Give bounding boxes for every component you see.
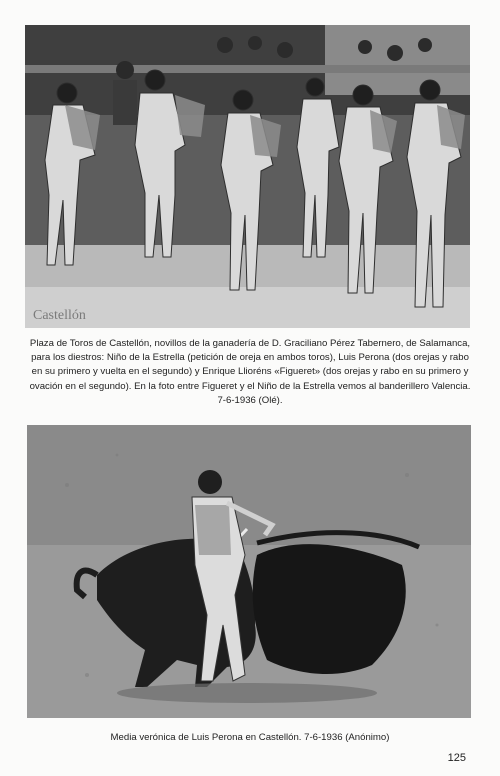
photo-inscription: Castellón: [33, 308, 86, 323]
group-photo-caption: Plaza de Toros de Castellón, novillos de la ganadería de D. Graciliano Pérez Tabernero, de Salamanca, para los diestros: Niño de la Estrella (petición de oreja en ambos toros), Luis Perona (dos orejas y rabo en su primero y vuelta en el segundo) y Enrique Llioréns «Figueret» (dos orejas y rabo en su primero y ovación en el segundo). En la foto entre Figueret y el Niño de la Estrella vemos al banderillero Valencia. 7-6-1936 (Olé).: [29, 338, 471, 406]
matadors-group-photo: [25, 25, 470, 328]
matadors-group-illustration: [25, 25, 470, 328]
veronica-photo-caption: Media verónica de Luis Perona en Castellón. 7-6-1936 (Anónimo): [110, 732, 390, 743]
veronica-pass-photo: [27, 425, 471, 718]
page-number: 125: [447, 752, 466, 764]
veronica-pass-illustration: [27, 425, 471, 718]
